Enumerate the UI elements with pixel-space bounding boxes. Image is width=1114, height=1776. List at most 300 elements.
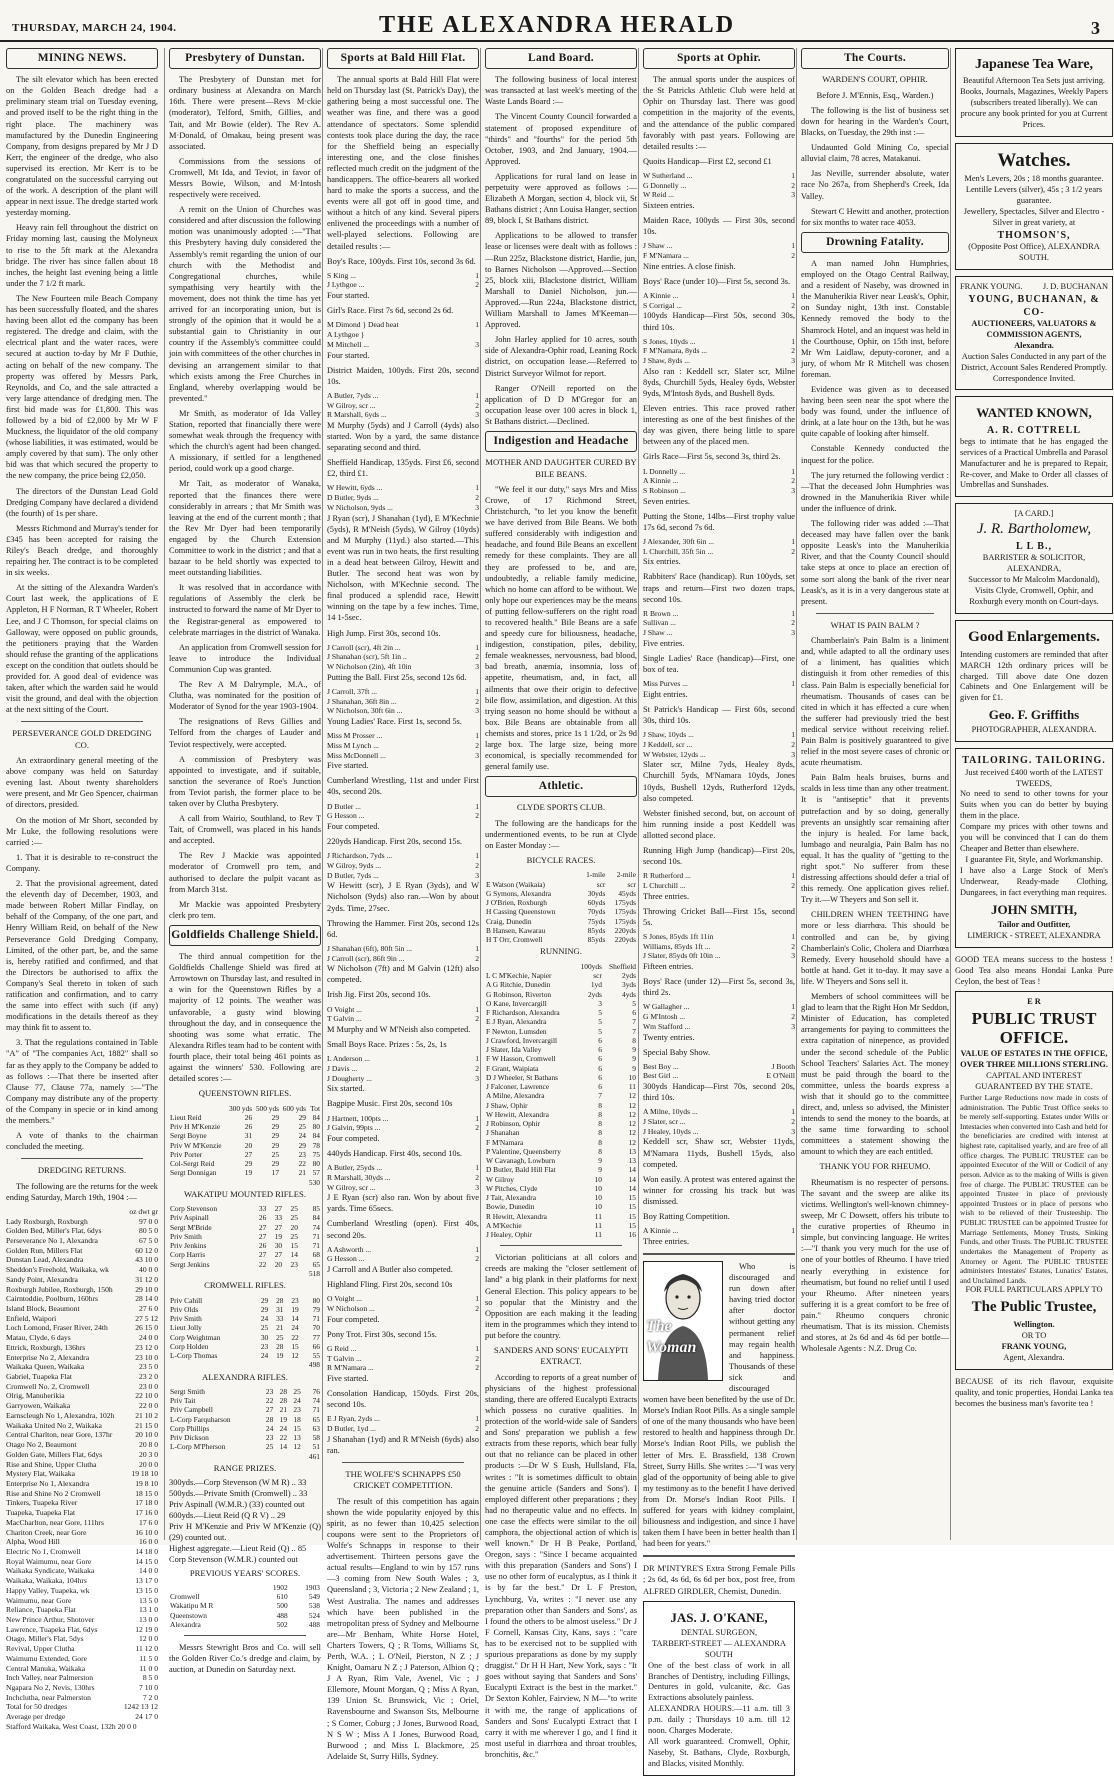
placing: 1 xyxy=(475,686,479,696)
blank-cell xyxy=(261,1452,275,1461)
prize-line: Priv Aspinall (W.M.R.) (33) counted out xyxy=(169,1500,305,1510)
table-cell: Wakatipu M R xyxy=(170,1601,214,1611)
returns-row xyxy=(6,1498,158,1508)
table-cell: 6 xyxy=(598,1054,602,1064)
row-label: Perseverance No 1, Alexandra xyxy=(6,1235,98,1245)
competitor: J Alexander, 30ft 6in ... xyxy=(643,536,714,546)
row-label: Cromwell No. 2, Cromwell xyxy=(6,1381,90,1391)
placing: 2 xyxy=(475,493,479,503)
tea-ware-title: Japanese Tea Ware, xyxy=(974,57,1094,72)
placing: 1 xyxy=(791,1226,795,1236)
team-name: CROMWELL RIFLES. xyxy=(204,1280,286,1291)
row-value: 21 15 0 xyxy=(135,1420,158,1430)
row-label: Waikaka, Waikaka, 104hrs xyxy=(6,1576,87,1586)
row-value: 67 5 0 xyxy=(139,1235,158,1245)
row-label: Lady Roxburgh, Roxburgh xyxy=(6,1216,88,1226)
score-cell: 74 xyxy=(312,1396,320,1406)
returns-row xyxy=(6,1634,158,1644)
row-label: Ngapara No 2, Nevis, 130hrs xyxy=(6,1683,95,1693)
score-cell: 28 xyxy=(276,1341,284,1351)
table-cell: 610 xyxy=(276,1592,288,1602)
result-text: W Hewitt (scr), J E Ryan (3yds), and W Nicholson (9yds) also ran.—Won by about 2yds. Time, 27sec. xyxy=(327,881,479,913)
result-row xyxy=(327,330,479,340)
paragraph: Constable Kennedy conducted the inquest for the police. xyxy=(801,444,949,465)
returns-row xyxy=(6,1683,158,1693)
returns-footer: Stafford Waikaka, West Coast, 132h 20 0 0 xyxy=(6,1721,137,1731)
placing: 2 xyxy=(475,1014,479,1024)
team-total: 518 xyxy=(308,1268,320,1278)
row-label: Chariton Creek, near Gore xyxy=(6,1527,87,1537)
table-cell: J Healey, Ophir xyxy=(486,1230,533,1240)
result-row xyxy=(327,944,479,954)
competitor: J Dougherty ... xyxy=(327,1073,372,1083)
row-value: 17 16 0 xyxy=(135,1508,158,1518)
paragraph: The Presbytery of Dunstan met for ordinary business at Alexandra on March 16th. There were present—Revs M·ckie (moderator), Telford, Smith, Gillies, and Tait, and Mr Bowie (elder). The Rev A. M·Donald, of Omakau, being present was associated. xyxy=(169,75,321,151)
bicycle-races-heading: BICYCLE RACES. xyxy=(526,855,596,866)
result-row xyxy=(327,483,479,493)
score-row xyxy=(169,1113,321,1122)
table-cell: 45yds xyxy=(618,888,636,898)
table-cell: L C M'Kechie, Napier xyxy=(486,971,552,981)
table-cell: 1yd xyxy=(590,980,602,990)
presbytery-heading: Presbytery of Dunstan. xyxy=(169,48,321,69)
table-cell: 6 xyxy=(598,1045,602,1055)
placing: 1 xyxy=(791,241,795,251)
score-cell: 19 xyxy=(276,1351,284,1360)
row-label: Waikaka Syndicate, Waikaka xyxy=(6,1566,95,1576)
table-cell: 6 xyxy=(598,1082,602,1092)
score-cell: L-Corp Thomas xyxy=(170,1351,218,1360)
score-cell: 26 xyxy=(258,1241,267,1251)
score-cell: 76 xyxy=(312,1386,320,1396)
public-trust-apply: FOR FULL PARTICULARS APPLY TO xyxy=(965,1285,1103,1295)
paragraph: A call from Wairio, Southland, to Rev T Tait, of Cromwell, was placed in his hands and accepted. xyxy=(169,814,321,846)
score-cell: 80 xyxy=(312,1159,320,1169)
table-cell: W Cavanagh, Lowburn xyxy=(486,1156,556,1166)
score-cell: 29 xyxy=(260,1304,269,1314)
returns-row xyxy=(6,1304,158,1314)
team-total-row xyxy=(169,1452,321,1461)
placing: 3 xyxy=(791,628,795,638)
score-row xyxy=(169,1159,321,1168)
buchanan-label: J. D. BUCHANAN xyxy=(1042,281,1108,291)
running-heading: RUNNING. xyxy=(540,946,582,957)
placing: 2 xyxy=(791,880,795,890)
paragraph: On the motion of Mr Short, seconded by Mr Luke, the following resolutions were carried :— xyxy=(6,815,158,847)
table-row xyxy=(485,1175,637,1184)
column-2 xyxy=(164,48,325,1675)
result-row xyxy=(643,679,795,689)
tailoring-text-1: No need to send to other towns for your Suits when you can do better by buying them in the place. xyxy=(960,789,1108,821)
griffiths-name: Geo. F. Griffiths xyxy=(988,707,1080,723)
score-row xyxy=(169,1396,321,1405)
row-value: 29 10 0 xyxy=(135,1284,158,1294)
placing: 3 xyxy=(475,1073,479,1083)
result-text: Nine entries. A close finish. xyxy=(643,261,736,271)
result-text: J E Ryan (scr) also ran. Won by about five yards. Time 65secs. xyxy=(327,1193,479,1214)
eucalypti-body xyxy=(485,1372,637,1760)
returns-row xyxy=(6,1333,158,1343)
drowning-body xyxy=(801,258,949,607)
score-cell: 65 xyxy=(312,1259,320,1269)
public-trustee-agent: FRANK YOUNG, xyxy=(1001,1341,1067,1351)
row-value: 28 14 0 xyxy=(135,1294,158,1304)
score-cell: 29 xyxy=(298,1112,306,1122)
returns-row xyxy=(6,1236,158,1246)
competitor: Miss McDonnell ... xyxy=(327,750,386,760)
score-cell: 29 xyxy=(271,1140,280,1150)
row-value: 13 1 0 xyxy=(139,1605,158,1615)
row-value: 13 17 0 xyxy=(135,1576,158,1586)
paragraph: It was resolved that in accordance with regulations of Assembly the clerk be instructed to forward the name of Mr Dyer to the Registrar-general as empowered to celebrate marriages in the district of Wanaka. xyxy=(169,583,321,637)
table-cell: W Gilroy xyxy=(486,1174,514,1184)
returns-row xyxy=(6,1518,158,1528)
placing: 1 xyxy=(475,731,479,741)
table-row xyxy=(485,1017,637,1026)
row-label: Gabriel, Tuapeka Flat xyxy=(6,1372,73,1382)
result-row xyxy=(327,493,479,503)
score-cell: 25 xyxy=(260,1323,269,1333)
table-cell: 10 xyxy=(594,1202,602,1212)
competitor: W Sutherland ... xyxy=(643,170,693,180)
table-cell: 14 xyxy=(628,1183,636,1193)
score-cell: 27 xyxy=(274,1222,283,1232)
score-cell: Priv Tait xyxy=(170,1396,196,1406)
table-cell: 500 xyxy=(276,1601,288,1611)
paragraph: Pain Balm heals bruises, burns and scalds in less time than any other treatment. It is "antiseptic" that it prevents putrefaction and by so doing, generally prevents an unsightly scar remaining after the injury is healed. For lame back, lumbago and neuralgia, Pain Balm has no equal. It has the quality of "getting to the right spot." No sufferer from these distressing affections should defer a trial of this remedy. One application gives relief. Try it.—W Theyers and Son sell it. xyxy=(801,773,949,905)
result-text: 440yds Handicap. First 40s, second 10s. xyxy=(327,1149,462,1159)
table-cell: Alexandra xyxy=(170,1619,201,1629)
result-row xyxy=(327,954,479,964)
result-text: Four competed. xyxy=(327,1314,380,1324)
result-row xyxy=(643,467,795,477)
column-header: 500 yds xyxy=(255,1103,280,1113)
score-cell: 25 xyxy=(290,1231,298,1241)
score-cell: 29 xyxy=(271,1159,280,1169)
table-row xyxy=(485,1147,637,1156)
score-cell: 20 xyxy=(244,1140,253,1150)
score-row xyxy=(169,1387,321,1396)
result-row xyxy=(643,251,795,261)
row-value: 13 5 0 xyxy=(139,1595,158,1605)
score-cell: 68 xyxy=(312,1250,320,1260)
returns-row xyxy=(6,1537,158,1547)
okane-visits: All work guaranteed. Cromwell, Ophir, Naseby, St. Bathans, Clyde, Roxburgh, and Blacks, visited Monthly. xyxy=(648,1737,790,1768)
placing: 1 xyxy=(791,931,795,941)
score-cell: 27 xyxy=(274,1204,283,1214)
drowning-heading: Drowning Fatality. xyxy=(801,232,949,253)
column-header: 100yds xyxy=(580,961,602,971)
competitor: F M'Namara, 8yds ... xyxy=(643,346,708,356)
score-cell: 14 xyxy=(279,1442,288,1452)
dredging-returns-intro: The following are the returns for the week ending Saturday, March 19th, 1904 :— xyxy=(6,1181,158,1202)
bile-beans-subheading: MOTHER AND DAUGHTER CURED BY BILE BEANS. xyxy=(485,457,637,479)
competitor: W Nicholson (2in), 4ft 10in xyxy=(327,662,412,672)
result-row xyxy=(327,1344,479,1354)
blank-cell xyxy=(283,1269,299,1278)
row-value: 14 18 0 xyxy=(135,1546,158,1556)
placing: 2 xyxy=(475,696,479,706)
placing: 2 xyxy=(475,1063,479,1073)
mining-news-heading: MINING NEWS. xyxy=(6,48,158,69)
watches-line-2: Lentille Levers (silver), 45s ; 3 1/2 years guarantee. xyxy=(965,184,1103,205)
returns-row xyxy=(6,1255,158,1265)
result-text: Sixteen entries. xyxy=(643,201,695,211)
score-cell: 29 xyxy=(244,1159,253,1169)
table-cell: 12 xyxy=(628,1100,636,1110)
competitor: Wm Stafford ... xyxy=(643,1021,691,1031)
placing: 3 xyxy=(475,410,479,420)
result-row xyxy=(327,1163,479,1173)
score-cell: 14 xyxy=(291,1314,299,1323)
score-cell: 25 xyxy=(293,1386,301,1396)
table-cell: 16 xyxy=(628,1230,636,1240)
result-text: Keddell scr, Shaw scr, Webster 11yds, M'Namara 11yds, Bushell 15yds, also competed. xyxy=(643,1137,795,1169)
score-cell: 23 xyxy=(298,1149,306,1159)
blank-cell xyxy=(169,1269,252,1278)
row-value: 12 0 0 xyxy=(139,1634,158,1644)
result-row xyxy=(643,190,795,200)
score-cell: 26 xyxy=(258,1213,267,1223)
returns-row xyxy=(6,1469,158,1479)
result-row xyxy=(327,401,479,411)
returns-row xyxy=(6,1557,158,1567)
competitor: E J Ryan, 2yds ... xyxy=(327,1414,380,1424)
wardens-court-subheading: WARDEN'S COURT, OPHIR. xyxy=(822,74,928,85)
result-text: Pony Trot. First 30s, second 15s. xyxy=(327,1329,437,1339)
result-row xyxy=(327,1363,479,1373)
row-label: Loch Lomond, Fraser River, 24th xyxy=(6,1323,108,1333)
table-cell: 175yds xyxy=(614,916,636,926)
paragraph: Stewart C Hewitt and another, protection for six months to water race 4053. xyxy=(801,206,949,227)
score-cell: 19 xyxy=(274,1231,283,1241)
score-cell: 57 xyxy=(312,1168,320,1178)
result-text: Six entries. xyxy=(643,557,681,567)
placing: 1 xyxy=(475,1343,479,1353)
victorian-note xyxy=(485,1252,637,1341)
table-cell: Queenstown xyxy=(170,1610,207,1620)
placing: E O'Neill xyxy=(766,1071,795,1081)
score-row xyxy=(169,1305,321,1314)
row-label: Central Manuka, Waikaka xyxy=(6,1663,86,1673)
okane-advert xyxy=(643,1601,795,1776)
paragraph: Mr Mackie was appointed Presbytery clerk pro tem. xyxy=(169,899,321,920)
blank-cell xyxy=(269,1360,284,1369)
placing: 3 xyxy=(791,1021,795,1031)
competitor: J Slater, 85yds 0ft 10in ... xyxy=(643,951,721,961)
table-row xyxy=(485,1110,637,1119)
placing: 2 xyxy=(475,280,479,290)
score-cell: 27 xyxy=(274,1250,283,1260)
result-row xyxy=(643,730,795,740)
placing: 1 xyxy=(475,642,479,652)
score-cell: 22 xyxy=(265,1396,274,1406)
competitor: G Reid ... xyxy=(327,1343,357,1353)
competitor: J Shanahan, 36ft 8in ... xyxy=(327,696,397,706)
result-text: M Murphy and W M'Neish also competed. xyxy=(327,1024,471,1034)
table-cell: P Valentine, Queensberry xyxy=(486,1146,561,1156)
score-cell: 28 xyxy=(279,1386,288,1396)
placing: 1 xyxy=(791,730,795,740)
competitor: G M'Intosh ... xyxy=(643,1012,686,1022)
placing: 2 xyxy=(475,1304,479,1314)
score-cell: 29 xyxy=(260,1295,269,1305)
table-row xyxy=(485,1045,637,1054)
competitor: A Kinnie ... xyxy=(643,290,679,300)
table-row xyxy=(485,1138,637,1147)
table-cell: 6 xyxy=(598,1072,602,1082)
result-row xyxy=(327,1074,479,1084)
competitor: J Davis ... xyxy=(327,1063,358,1073)
row-label: Waimumu Extended, Gore xyxy=(6,1653,87,1663)
row-label: Golden Run, Millers Flat xyxy=(6,1245,83,1255)
score-row xyxy=(169,1433,321,1442)
okane-title: DENTAL SURGEON, xyxy=(680,1627,758,1637)
row-label: Cairntoddie, Poolburn, 160hrs xyxy=(6,1294,98,1304)
table-cell: 9 xyxy=(632,1054,636,1064)
row-label: New Prince Arthur, Shotover xyxy=(6,1615,95,1625)
competitor: L Anderson ... xyxy=(327,1054,370,1064)
table-cell: 10 xyxy=(628,1072,636,1082)
result-text: Won easily. A protest was entered against the winner for crossing his track but was dismissed. xyxy=(643,1174,795,1206)
score-row xyxy=(169,1323,321,1332)
rheumo-subheading: THANK YOU FOR RHEUMO. xyxy=(819,1161,931,1172)
john-smith-address: LIMERICK - STREET, ALEXANDRA xyxy=(967,930,1101,940)
paragraph: A vote of thanks to the chairman concluded the meeting. xyxy=(6,1131,158,1152)
table-row xyxy=(485,1054,637,1063)
row-label: Royal Waimumu, near Gore xyxy=(6,1556,92,1566)
result-row xyxy=(643,1002,795,1012)
paragraph: Undaunted Gold Mining Co, special alluvial claim, 78 acres, Matakanui. xyxy=(801,143,949,164)
auctioneers-line: AUCTIONEERS, VALUATORS & COMMISSION AGENTS, xyxy=(971,318,1097,339)
result-row xyxy=(643,1022,795,1032)
griffiths-advert xyxy=(955,620,1113,742)
result-text: Eight entries. xyxy=(643,689,688,699)
prize-line: Priv H M'Kenzie and Priv W M'Kenzie (Q) (29) counted out. xyxy=(169,1521,321,1542)
result-text: St Patrick's Handicap — First 60s, second 30s, third 10s. xyxy=(643,705,795,726)
row-value: 11 12 0 xyxy=(135,1644,158,1654)
result-text: Cumberland Wrestling, 11st and under First 40s, second 20s. xyxy=(327,776,479,797)
table-cell: 3yds xyxy=(622,980,636,990)
result-text: Special Baby Show. xyxy=(643,1047,711,1057)
row-value: 16 0 0 xyxy=(139,1537,158,1547)
result-text: Boys' Race (under 12)—First 5s, second 3s, third 2s. xyxy=(643,977,795,998)
placing: 2 xyxy=(791,346,795,356)
table-cell: 220yds xyxy=(614,925,636,935)
table-cell: O Kane, Invercargill xyxy=(486,998,547,1008)
returns-row xyxy=(6,1528,158,1538)
competitor: S Jones, 10yds ... xyxy=(643,336,696,346)
table-row xyxy=(485,889,637,898)
score-row xyxy=(169,1296,321,1305)
result-text: Fifteen entries. xyxy=(643,962,694,972)
score-row xyxy=(169,1141,321,1150)
ophir-sports-heading: Sports at Ophir. xyxy=(643,48,795,69)
score-cell: Sergt M'Bride xyxy=(170,1222,212,1232)
score-cell: 15 xyxy=(290,1241,298,1251)
row-label: Central Charlton, near Gore, 137hr xyxy=(6,1430,113,1440)
table-cell: 3 xyxy=(598,998,602,1008)
column-header: 600 yds xyxy=(282,1103,306,1113)
team-name: ALEXANDRA RIFLES. xyxy=(202,1371,288,1382)
blank-cell xyxy=(252,1269,268,1278)
row-label: Rise and Shine No 2 Cromwell xyxy=(6,1488,101,1498)
competitor: W Nicholson, 30ft 6in ... xyxy=(327,706,403,716)
blank-cell xyxy=(169,1452,261,1461)
table-row xyxy=(169,1592,321,1601)
returns-row xyxy=(6,1615,158,1625)
table-cell: 7 xyxy=(632,1026,636,1036)
team-scores xyxy=(169,1387,321,1461)
score-cell: 71 xyxy=(312,1314,320,1323)
result-text: Slater scr, Milne 7yds, Healey 8yds, Churchill 5yds, M'Namara 10yds, Jones 10yds, Bushell 12yds, Rutherford 12yds, also competed. xyxy=(643,760,795,803)
competitor: S Robinson ... xyxy=(643,485,686,495)
result-row xyxy=(643,609,795,619)
result-row xyxy=(327,1114,479,1124)
competitor: J Keddell, scr ... xyxy=(643,739,693,749)
team-total-row xyxy=(169,1269,321,1278)
paragraph: Victorian politicians at all colors and creeds are making the "closer settlement of land" a big plank in their platforms for next General Election. This policy appears to be so popular that the Ministry and the Opposition are each making it the leading item in the programmes which they intend to put before the country. xyxy=(485,1253,637,1340)
placing: 2 xyxy=(475,1424,479,1434)
row-label: Happy Valley, Tuapeka, wk xyxy=(6,1585,90,1595)
row-value: 43 10 0 xyxy=(135,1255,158,1265)
returns-row xyxy=(6,1450,158,1460)
score-cell: 29 xyxy=(298,1140,306,1150)
returns-row xyxy=(6,1596,158,1606)
row-value: 80 5 0 xyxy=(139,1226,158,1236)
placing: 1 xyxy=(475,483,479,493)
table-cell: 538 xyxy=(308,1601,320,1611)
row-value: 19 8 10 xyxy=(135,1478,158,1488)
competitor: J Shaw, 8yds ... xyxy=(643,356,690,366)
prize-line: Corp Stevenson (W.M.R.) counted out xyxy=(169,1554,298,1564)
row-value: 11 0 0 xyxy=(139,1663,158,1673)
score-cell: 84 xyxy=(312,1213,320,1223)
returns-row xyxy=(6,1430,158,1440)
row-value: 20 10 0 xyxy=(135,1430,158,1440)
placing: 1 xyxy=(791,1002,795,1012)
placing: 2 xyxy=(791,618,795,628)
table-row xyxy=(485,935,637,944)
table-cell: G Robinson, Riverton xyxy=(486,989,552,999)
table-cell: 11 xyxy=(594,1220,602,1230)
score-cell: 30 xyxy=(260,1332,269,1342)
result-row xyxy=(327,1424,479,1434)
result-text: Cumberland Wrestling (open). First 40s, second 20s. xyxy=(327,1219,479,1240)
placing: 1 xyxy=(791,1107,795,1117)
result-row xyxy=(643,628,795,638)
paragraph: According to reports of a great number of physicians of the highest professional standing, there are offered Eucalypti Extracts which possess no curative qualities. In protection of the world-wide sale of Sanders and Sons' preparation we publish a few extracts from these reports, which bear fully out that no reliance can be placed in other products :—Dr W S Eush, Hullsland, FIa, writes : "It is sometimes difficult to obtain the genuine article (Sanders and Sons'). I employed different other preparations ; they had no therapeutic value and no effects. In one case the effects were similar to the oil camphora, the objectional action of which is well known." Dr H B Peake, Portland, Oregon, says : "Since I became acquainted with this preparation (Sanders and Sons') I use no other form of eucalyptus, as I think it is by far the best." Dr L F Preston, Lynchburg, Va, writes : "I never use any preparation other than Sanders and Sons', as I found the others to be almost useless." Dr J F Cornell, Kansas City, Kans, says : "care has to be exercised not to be supplied with spurious preparations as done by my supply druggist." Dr H H Hart, New York, says : "It goes without saying that Sanders and Sons' Eucalypti Extract is the best in the market." Dr Sexton Kohler, Fairview, N M—"to write it with me, the range of applications of Sanders and Sons' Eucalypti Extract that I carry it with me wherever I go, and I find it most useful in diarrhœa and throat troubles, bronchitis, &c." xyxy=(485,1372,637,1759)
presbytery-body xyxy=(169,74,321,921)
result-text: J Carroll and A Butler also competed. xyxy=(327,1265,453,1275)
griffiths-sub: PHOTOGRAPHER, ALEXANDRA. xyxy=(971,725,1097,735)
competitor: D Butler, 1yd ... xyxy=(327,1424,376,1434)
returns-header: oz dwt gr xyxy=(129,1206,158,1216)
placing: 2 xyxy=(791,739,795,749)
row-value: 24 0 0 xyxy=(139,1333,158,1343)
result-text: Small Boys Race. Prizes : 5s, 2s, 1s xyxy=(327,1040,447,1050)
table-cell: 6 xyxy=(632,1008,636,1018)
result-text: Boy's Race, 100yds. First 10s, second 3s 6d. xyxy=(327,256,476,266)
returns-row xyxy=(6,1226,158,1236)
score-cell: 65 xyxy=(312,1414,320,1424)
placing: 2 xyxy=(475,1123,479,1133)
competitor: Miss M Lynch ... xyxy=(327,740,379,750)
placing: 3 xyxy=(475,870,479,880)
bald-hill-heading: Sports at Bald Hill Flat. xyxy=(327,48,479,69)
score-cell: 15 xyxy=(291,1341,299,1351)
column-header xyxy=(169,1104,226,1113)
